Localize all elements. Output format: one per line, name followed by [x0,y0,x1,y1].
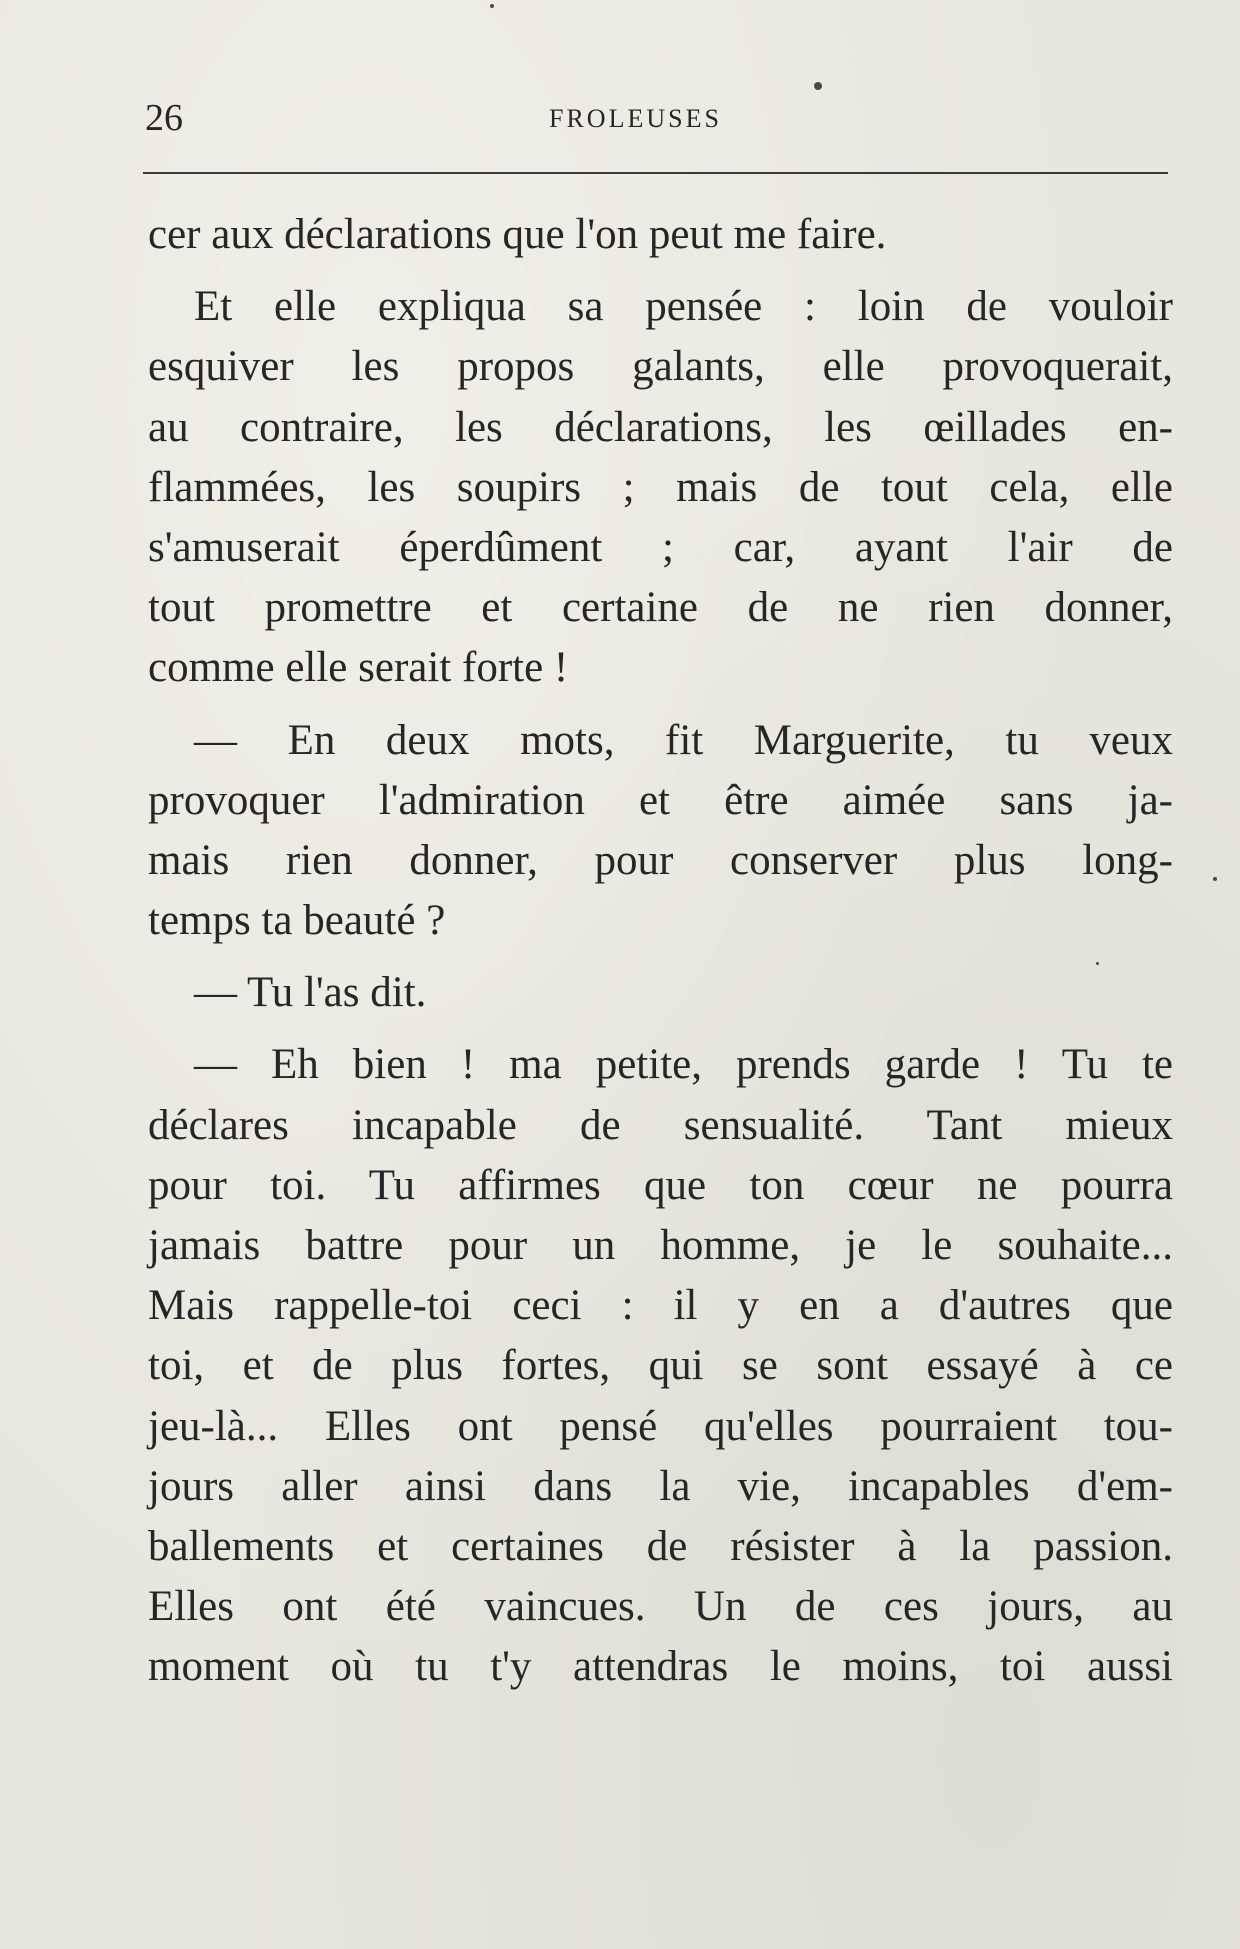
text-line: pour toi. Tu affirmes que ton cœur ne pourra [148,1161,1173,1209]
ink-speck [490,4,494,8]
body-text [148,205,1173,1698]
text-line: au contraire, les déclarations, les œillades en- [148,403,1173,451]
text-line: esquiver les propos galants, elle provoquerait, [148,343,1173,391]
text-line: Et elle expliqua sa pensée : loin de vouloir [194,283,1173,331]
text-line: — Eh bien ! ma petite, prends garde ! Tu te [194,1041,1173,1089]
running-title: FROLEUSES [549,104,722,133]
paragraph-gap [148,1023,1173,1035]
text-line: jeu-là... Elles ont pensé qu'elles pourraient tou- [148,1402,1173,1450]
text-line: moment où tu t'y attendras le moins, toi aussi [148,1643,1173,1691]
text-line: — Tu l'as dit. [194,969,427,1017]
text-line: déclares incapable de sensualité. Tant mieux [148,1101,1173,1149]
paragraph-gap [148,265,1173,277]
ink-speck [1213,877,1217,881]
ink-speck [1096,962,1099,965]
page-number: 26 [145,97,183,139]
text-line: — En deux mots, fit Marguerite, tu veux [194,716,1173,764]
text-line: ballements et certaines de résister à la passion. [148,1522,1173,1570]
page-header [145,98,1170,138]
text-line: mais rien donner, pour conserver plus long- [148,836,1173,884]
text-line: flammées, les soupirs ; mais de tout cela, elle [148,463,1173,511]
text-line: tout promettre et certaine de ne rien donner, [148,584,1173,632]
text-line: cer aux déclarations que l'on peut me faire. [148,211,887,258]
text-line: comme elle serait forte ! [148,644,569,692]
text-line: Elles ont été vaincues. Un de ces jours, au [148,1583,1173,1631]
header-rule [143,172,1168,174]
text-line: toi, et de plus fortes, qui se sont essayé à ce [148,1342,1173,1390]
text-line: s'amuserait éperdûment ; car, ayant l'air de [148,523,1173,571]
text-line: temps ta beauté ? [148,897,446,945]
text-line: Mais rappelle-toi ceci : il y en a d'autres que [148,1282,1173,1330]
paragraph-gap [148,951,1173,963]
text-line: provoquer l'admiration et être aimée sans ja- [148,776,1173,824]
ink-speck [814,82,822,90]
text-line: jours aller ainsi dans la vie, incapables d'em- [148,1462,1173,1510]
paragraph-gap [148,699,1173,711]
text-line: jamais battre pour un homme, je le souhaite... [148,1222,1173,1269]
